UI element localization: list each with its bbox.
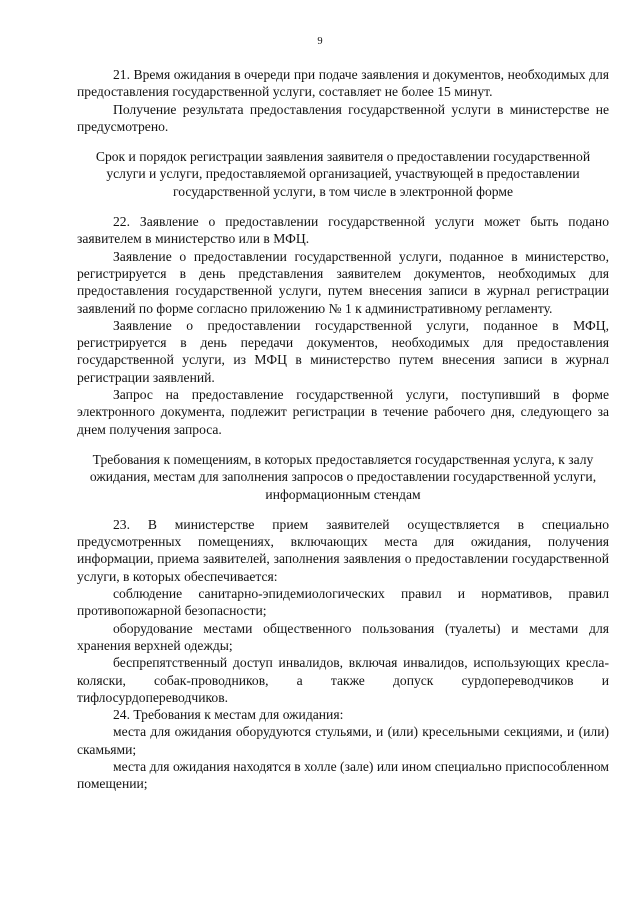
paragraph-23-premises: 23. В министерстве прием заявителей осуществляется в специально предусмотренных помещениях, включающих места для ожидания, получения информации, приема заявителей, заполнения заявления о предоставлении государственной услуги, в которых обеспечивается: xyxy=(77,516,609,584)
paragraph-22-ministry-registration: Заявление о предоставлении государственной услуги, поданное в министерство, регистрируется в день представления заявителем документов, необходимых для предоставления государственной услуги, путем внесения записи в журнал регистрации заявлений по форме согласно приложению № 1 к административному регламенту. xyxy=(77,248,609,316)
paragraph-24-requirements: 24. Требования к местам для ожидания: xyxy=(113,707,344,723)
document-body xyxy=(77,66,609,793)
section-heading-registration: Срок и порядок регистрации заявления заявителя о предоставлении государственной услуги и услуги, предоставляемой организацией, участвующей в предоставлении государственной услуги, в том числе в электронной форме xyxy=(95,149,591,199)
paragraph-24-seating: места для ожидания оборудуются стульями, и (или) кресельными секциями, и (или) скамьями; xyxy=(77,724,609,757)
paragraph-21-result: Получение результата предоставления государственной услуги в министерстве не предусмотрено. xyxy=(77,101,609,134)
paragraph-24-location: места для ожидания находятся в холле (зале) или ином специально приспособленном помещении; xyxy=(77,758,609,792)
paragraph-21-waiting-time: 21. Время ожидания в очереди при подаче заявления и документов, необходимых для предоставления государственной услуги, составляет не более 15 минут. xyxy=(77,67,609,100)
paragraph-23-facilities: оборудование местами общественного пользования (туалеты) и местами для хранения верхней одежды; xyxy=(77,620,609,653)
paragraph-22-mfc-registration: Заявление о предоставлении государственной услуги, поданное в МФЦ, регистрируется в день передачи документов, необходимых для предоставления государственной услуги, из МФЦ в министерство путем внесения записи в журнал регистрации заявлений. xyxy=(77,317,609,385)
paragraph-22-electronic-request: Запрос на предоставление государственной услуги, поступивший в форме электронного документа, подлежит регистрации в течение рабочего дня, следующего за днем получения запроса. xyxy=(77,387,609,437)
paragraph-23-accessibility: беспрепятственный доступ инвалидов, включая инвалидов, использующих кресла-коляски, собак-проводников, а также допуск сурдопереводчиков и тифлосурдопереводчиков. xyxy=(77,655,609,705)
page-number: 9 xyxy=(317,36,323,47)
section-heading-premises: Требования к помещениям, в которых предоставляется государственная услуга, к залу ожидания, местам для заполнения запросов о предоставлении государственной услуги, информационным стендам xyxy=(89,451,597,502)
paragraph-23-sanitary: соблюдение санитарно-эпидемиологических правил и нормативов, правил противопожарной безопасности; xyxy=(77,586,609,619)
paragraph-22-submission: 22. Заявление о предоставлении государственной услуги может быть подано заявителем в министерство или в МФЦ. xyxy=(77,214,609,247)
